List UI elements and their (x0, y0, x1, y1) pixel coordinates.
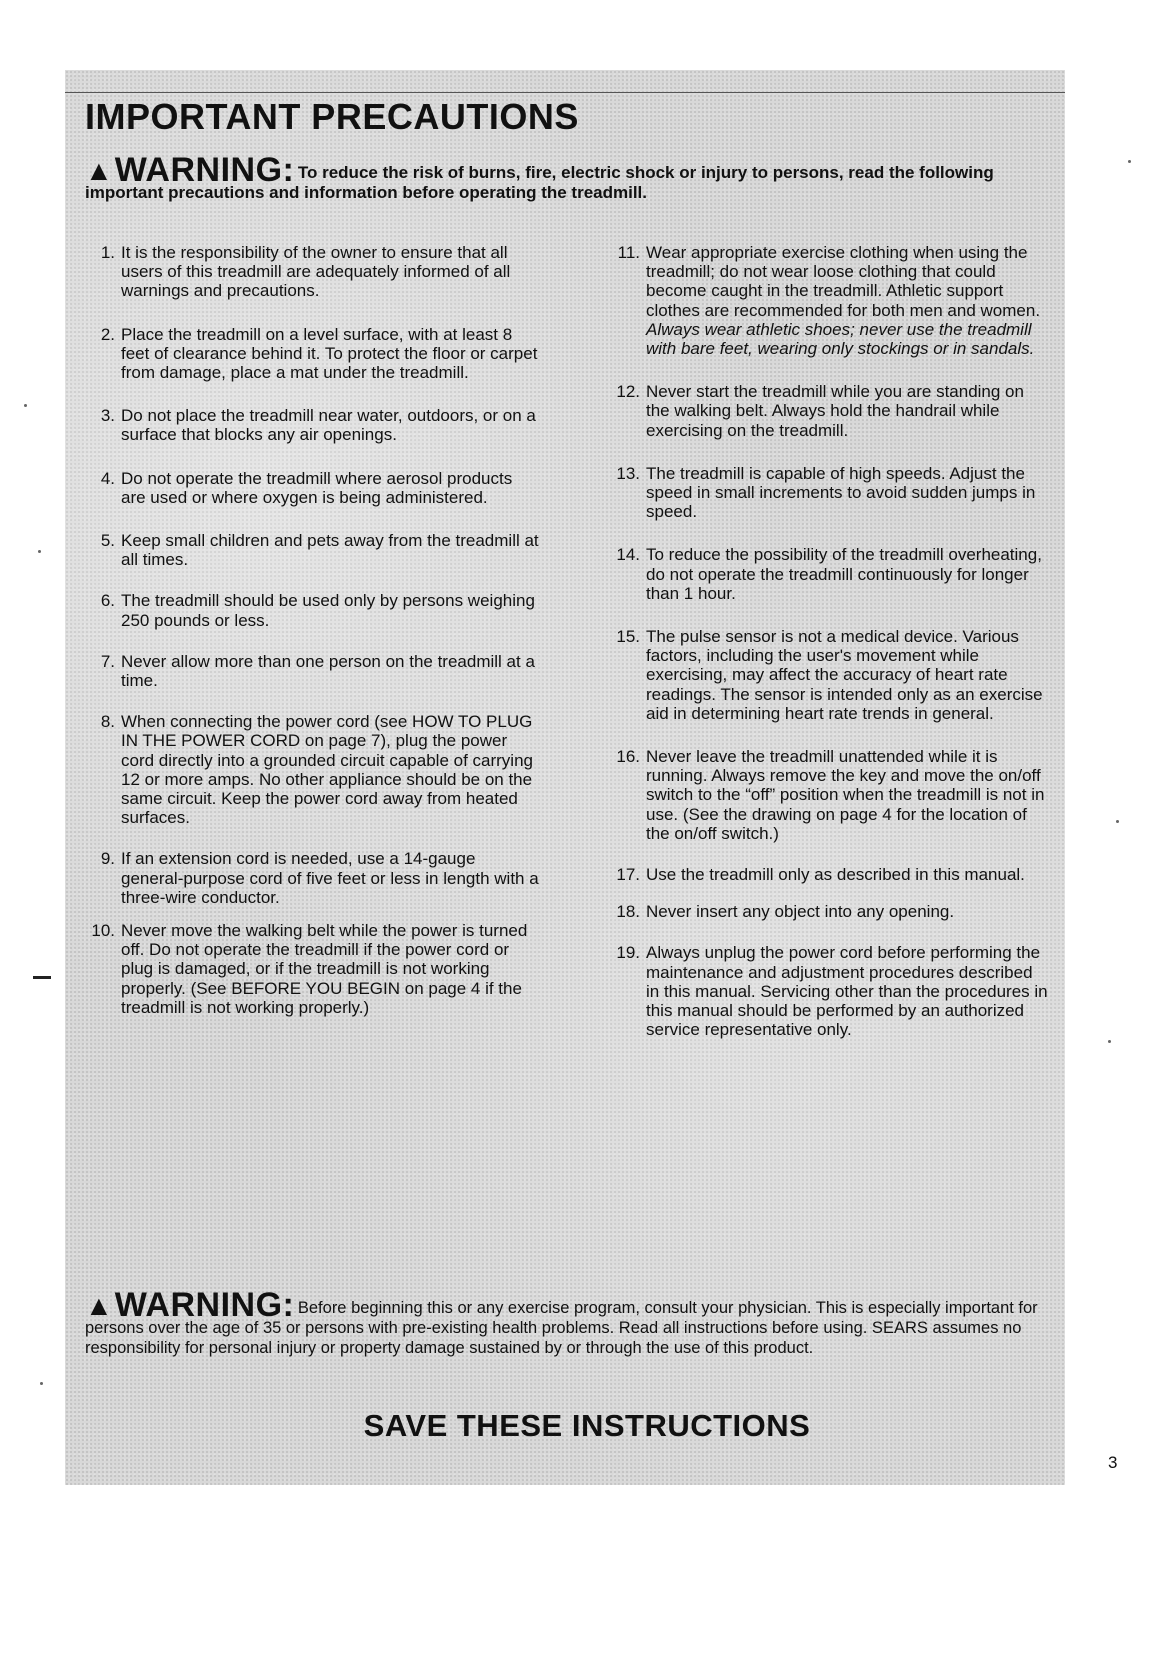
precautions-right-column (610, 243, 1050, 1060)
speck (1128, 160, 1131, 163)
speck (38, 550, 41, 553)
precaution-item: 7. Never allow more than one person on the treadmill at a time. (100, 651, 535, 691)
precaution-item: 9. If an extension cord is needed, use a 14-gauge general-purpose cord of five feet or less in length with a three-wire conductor. (100, 849, 539, 907)
precautions-left-column (85, 243, 540, 1037)
emphasis-text: Always wear athletic shoes; never use the treadmill with bare feet, wearing only stockings or in sandals. (646, 319, 1035, 359)
precaution-item: 15. The pulse sensor is not a medical device. Various factors, including the user's movement while exercising, may affect the accuracy of heart rate readings. The sensor is intended only as an exercise aid in determining heart rate trends in general. (616, 627, 1043, 723)
warning-text: To reduce the risk of burns, fire, electric shock or injury to persons, read the following important precautions and information before operating the treadmill. (85, 163, 994, 202)
precaution-item: 4. Do not operate the treadmill where aerosol products are used or where oxygen is being administered. (100, 468, 513, 507)
precaution-item: 5. Keep small children and pets away from the treadmill at all times. (100, 531, 539, 570)
top-rule (65, 92, 1065, 93)
speck (40, 1382, 43, 1385)
warning-bottom: ▲WARNING: Before beginning this or any exercise program, consult your physician. This is especially important for persons over the age of 35 or persons with pre-existing health problems. Read all instructions before using. SEARS assumes no responsibility for personal injury or property damage sustained by or through the use of this product. (85, 1286, 1038, 1357)
warning-label: WARNING (114, 151, 283, 189)
speck (1108, 1040, 1111, 1043)
precaution-item: 16. Never leave the treadmill unattended while it is running. Always remove the key and move the on/off switch to the “off” position when the treadmill is not in use. (See the drawing on page 4 for the location of the on/off switch.) (616, 747, 1045, 843)
precaution-item: 3. Do not place the treadmill near water, outdoors, or on a surface that blocks any air openings. (100, 406, 536, 445)
speck (1116, 820, 1119, 823)
speck (24, 404, 27, 407)
precaution-item: 1. It is the responsibility of the owner to ensure that all users of this treadmill are adequately informed of all warnings and precautions. (100, 243, 511, 301)
precaution-item: 17. Use the treadmill only as described in this manual. (616, 865, 1025, 885)
warning-text: Before beginning this or any exercise program, consult your physician. This is especially important for persons over the age of 35 or persons with pre-existing health problems. Read all instructions before using. SEARS assumes no responsibility for personal injury or property damage sustained by or through the use of this product. (85, 1299, 1038, 1357)
warning-top: ▲WARNING: To reduce the risk of burns, fire, electric shock or injury to persons, read the following important precautions and information before operating the treadmill. (85, 151, 994, 202)
precaution-item: 8. When connecting the power cord (see HOW TO PLUG IN THE POWER CORD on page 7), plug the power cord directly into a grounded circuit capable of carrying 12 or more amps. No other appliance should be on the same circuit. Keep the power cord away from heated surfaces. (100, 712, 533, 828)
precaution-item: 19. Always unplug the power cord before performing the maintenance and adjustment procedures described in this manual. Servicing other than the procedures in this manual should be performed by an authorized service representative only. (616, 943, 1048, 1040)
page-title: IMPORTANT PRECAUTIONS (85, 96, 579, 137)
warning-triangle-icon: ▲ (85, 155, 113, 186)
save-instructions-heading: SAVE THESE INSTRUCTIONS (363, 1408, 811, 1443)
page-number: 3 (1108, 1453, 1118, 1472)
precaution-item: 14. To reduce the possibility of the treadmill overheating, do not operate the treadmill continuously for longer than 1 hour. (616, 545, 1042, 603)
precaution-item: 18. Never insert any object into any opening. (616, 902, 955, 922)
precaution-item: 2. Place the treadmill on a level surface, with at least 8 feet of clearance behind it. To protect the floor or carpet from damage, place a mat under the treadmill. (100, 324, 538, 383)
margin-mark (33, 976, 51, 979)
precaution-item: 11. Wear appropriate exercise clothing when using the treadmill; do not wear loose clothing that could become caught in the treadmill. Athletic support clothes are recommended for both men and women. Always wear athletic shoes; never use the treadmill with bare feet, wearing only stockings or in sandals. (617, 243, 1041, 359)
precaution-item: 10. Never move the walking belt while the power is turned off. Do not operate the treadmill if the power cord or plug is damaged, or if the treadmill is not working properly. (See BEFORE YOU BEGIN on page 4 if the treadmill is not working properly.) (91, 921, 528, 1017)
precaution-item: 6. The treadmill should be used only by persons weighing 250 pounds or less. (100, 591, 535, 630)
warning-triangle-icon: ▲ (85, 1290, 113, 1321)
warning-label: WARNING (114, 1286, 283, 1324)
precaution-item: 13. The treadmill is capable of high speeds. Adjust the speed in small increments to avoid sudden jumps in speed. (616, 463, 1036, 522)
precaution-item: 12. Never start the treadmill while you are standing on the walking belt. Always hold the handrail while exercising on the treadmill. (616, 382, 1024, 440)
